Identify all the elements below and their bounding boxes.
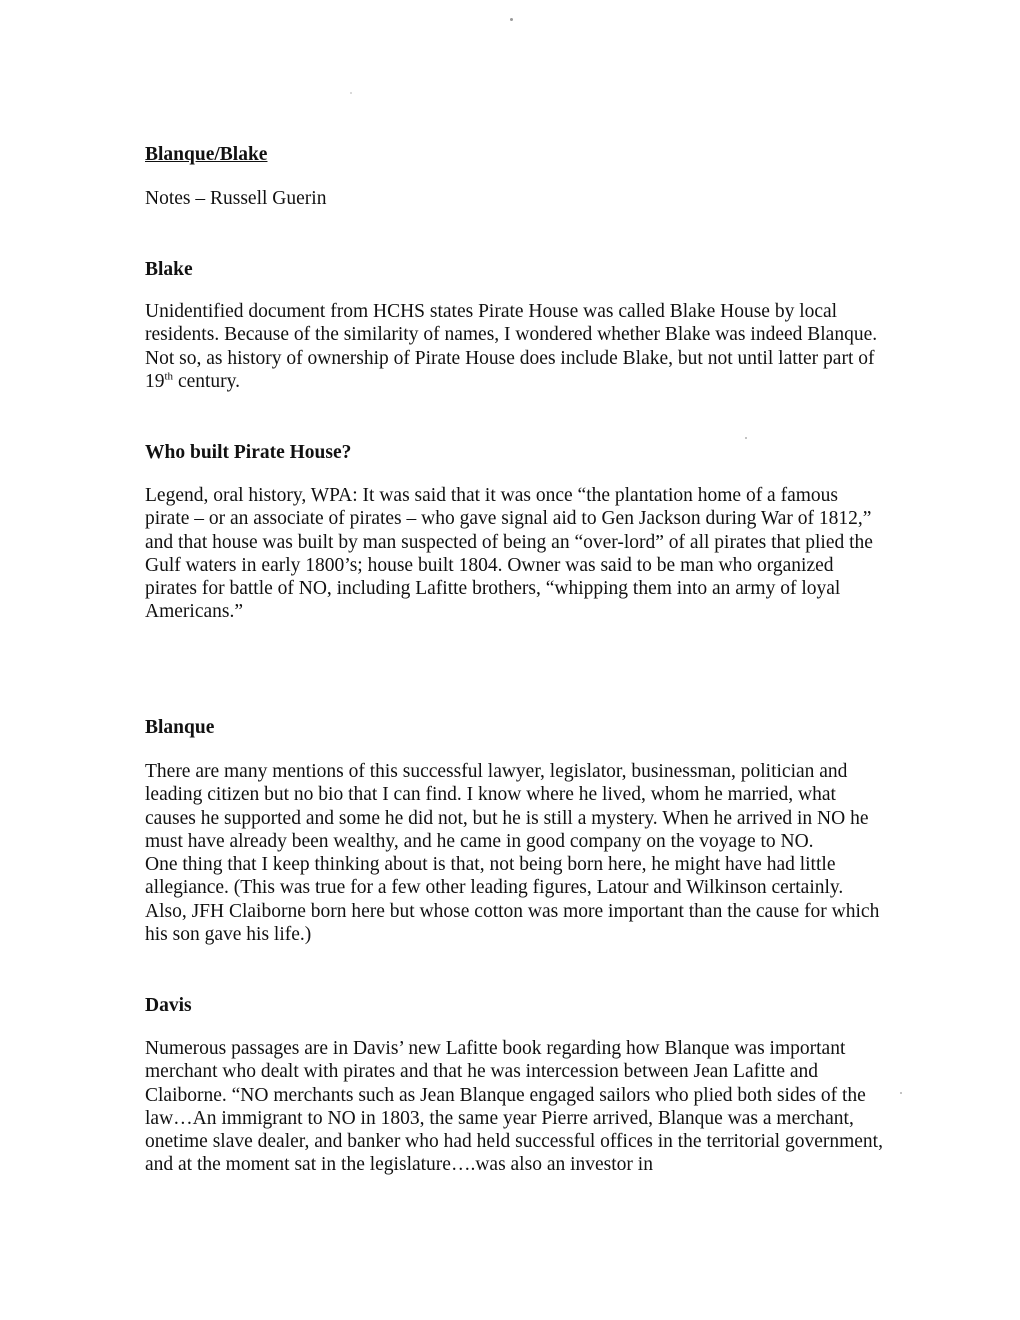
scan-speck	[350, 92, 352, 94]
section-heading-davis: Davis	[145, 995, 192, 1016]
superscript: th	[164, 370, 174, 383]
paragraph: One thing that I keep thinking about is that, not being born here, he might have had little allegiance. (This was true for a few other leading figures, Latour and Wilkinson certainly. Also, JFH Claiborne born here but whose cotton was more important than the cause for which his son gave his life.)	[145, 854, 880, 946]
document-title: Blanque/Blake	[145, 144, 268, 165]
paragraph: Legend, oral history, WPA: It was said that it was once “the plantation home of a famous pirate – or an associate of pirates – who gave signal aid to Gen Jackson during War of 1812,” and that house was built by man suspected of being an “over-lord” of all pirates that plied the Gulf waters in early 1800’s; house built 1804. Owner was said to be man who organized pirates for battle of NO, including Lafitte brothers, “whipping them into an army of loyal Americans.”	[145, 485, 873, 623]
author-line: Notes – Russell Guerin	[145, 188, 327, 209]
scan-speck	[745, 437, 747, 439]
section-body-davis	[145, 1037, 885, 1177]
section-body-blanque	[145, 760, 885, 946]
paragraph: There are many mentions of this successful lawyer, legislator, businessman, politician and leading citizen but no bio that I can find. I know where he lived, whom he married, what causes he supported and some he did not, but he is still a mystery. When he arrived in NO he must have already been wealthy, and he came in good company on the voyage to NO.	[145, 761, 869, 852]
scan-speck	[900, 1092, 902, 1094]
section-heading-who-built: Who built Pirate House?	[145, 442, 352, 463]
section-heading-blanque: Blanque	[145, 717, 215, 738]
section-heading-blake: Blake	[145, 259, 193, 280]
paragraph-text: Unidentified document from HCHS states Pirate House was called Blake House by local residents. Because of the similarity of names, I wondered whether Blake was indeed Blanque. Not so, as history of ownership of Pirate House does include Blake, but not until latter part of 19	[145, 301, 878, 392]
section-body-blake	[145, 300, 885, 393]
section-body-who-built	[145, 484, 885, 624]
paragraph	[145, 300, 885, 393]
paragraph: Numerous passages are in Davis’ new Lafitte book regarding how Blanque was important merchant who dealt with pirates and that he was intercession between Jean Lafitte and Claiborne. “NO merchants such as Jean Blanque engaged sailors who plied both sides of the law…An immigrant to NO in 1803, the same year Pierre arrived, Blanque was a merchant, onetime slave dealer, and banker who had held successful offices in the territorial government, and at the moment sat in the legislature….was also an investor in	[145, 1038, 883, 1176]
scan-speck	[510, 18, 513, 21]
paragraph-text: century.	[173, 370, 241, 392]
